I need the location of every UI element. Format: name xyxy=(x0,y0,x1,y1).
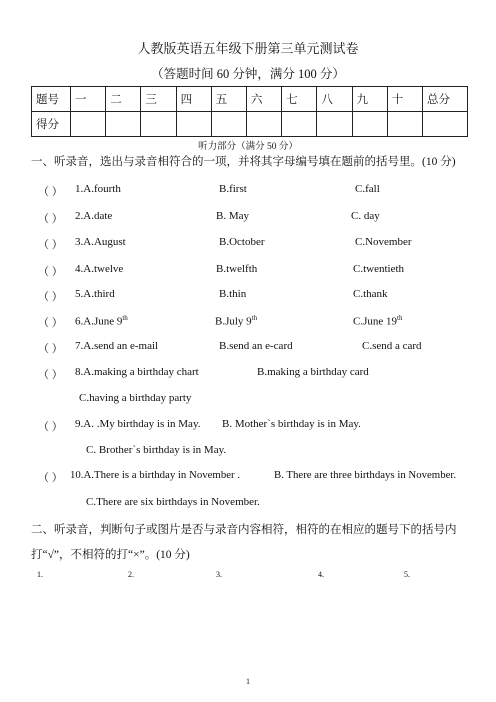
section-2-heading-line1: 二、听录音，判断句子或图片是否与录音内容相符，相符的在相应的题号下的括号内 xyxy=(31,524,457,536)
answer-paren[interactable]: （ ） xyxy=(38,186,63,198)
q6-b-text: B.July 9 xyxy=(215,315,252,328)
q6-a-sup: th xyxy=(122,314,128,322)
q6-b-sup: th xyxy=(251,314,258,322)
q3-option-b: B.October xyxy=(219,236,265,248)
score-blank[interactable] xyxy=(246,112,281,137)
score-cell: 总分 xyxy=(423,87,468,112)
q4-option-b: B.twelfth xyxy=(216,263,258,275)
score-blank[interactable] xyxy=(141,112,176,137)
score-cell: 四 xyxy=(176,87,211,112)
item-number: 3. xyxy=(216,570,222,579)
q4-option-c: C.twentieth xyxy=(353,263,405,275)
score-table xyxy=(31,86,468,137)
q1-option-b: B.first xyxy=(219,183,247,195)
score-cell: 十 xyxy=(387,87,422,112)
q5-option-a: 5.A.third xyxy=(75,288,115,300)
score-cell: 二 xyxy=(106,87,141,112)
q8-option-c: C.having a birthday party xyxy=(79,392,192,404)
score-blank[interactable] xyxy=(71,112,106,137)
q3-option-c: C.November xyxy=(355,236,412,248)
score-cell: 五 xyxy=(211,87,246,112)
answer-paren[interactable]: （ ） xyxy=(38,369,63,381)
answer-paren[interactable]: （ ） xyxy=(38,213,63,225)
q6-c-sup: th xyxy=(397,314,403,322)
listening-note: 听力部分（满分 50 分） xyxy=(198,142,298,152)
q2-option-a: 2.A.date xyxy=(75,210,113,222)
q6-option-a xyxy=(75,314,128,328)
q5-option-b: B.thin xyxy=(219,288,247,300)
score-cell: 六 xyxy=(246,87,281,112)
section-2-heading-line2: 打“√”，不相符的打“×”。(10 分) xyxy=(31,549,190,561)
score-blank[interactable] xyxy=(176,112,211,137)
score-blank[interactable] xyxy=(211,112,246,137)
answer-paren[interactable]: （ ） xyxy=(38,317,63,329)
q9-option-b: B. Mother`s birthday is in May. xyxy=(222,418,361,430)
q6-c-text: C.June 19 xyxy=(353,315,397,328)
q10-option-b: B. There are three birthdays in November. xyxy=(274,469,457,481)
q10-option-c: C.There are six birthdays in November. xyxy=(86,496,260,508)
q6-option-c xyxy=(353,314,402,328)
q4-option-a: 4.A.twelve xyxy=(75,263,124,275)
score-blank[interactable] xyxy=(423,112,468,137)
score-row xyxy=(32,112,468,137)
score-cell: 题号 xyxy=(32,87,71,112)
q8-option-b: B.making a birthday card xyxy=(257,366,369,378)
item-number: 1. xyxy=(37,570,43,579)
item-number: 5. xyxy=(404,570,410,579)
page-number: 1 xyxy=(246,677,250,686)
q7-option-c: C.send a card xyxy=(362,340,422,352)
q7-option-a: 7.A.send an e-mail xyxy=(75,340,159,352)
score-header-row xyxy=(32,87,468,112)
q10-option-a: 10.A.There is a birthday in November . xyxy=(70,469,241,481)
answer-paren[interactable]: （ ） xyxy=(38,472,63,484)
score-row-label: 得分 xyxy=(32,112,71,137)
q8-option-a: 8.A.making a birthday chart xyxy=(75,366,199,378)
score-cell: 九 xyxy=(352,87,387,112)
score-blank[interactable] xyxy=(282,112,317,137)
q9-option-c: C. Brother`s birthday is in May. xyxy=(86,444,227,456)
answer-paren[interactable]: （ ） xyxy=(38,421,63,433)
score-cell: 八 xyxy=(317,87,352,112)
item-number: 4. xyxy=(318,570,324,579)
q6-a-text: 6.A.June 9 xyxy=(75,315,123,328)
answer-paren[interactable]: （ ） xyxy=(38,266,63,278)
q2-option-c: C. day xyxy=(351,210,380,222)
q7-option-b: B.send an e-card xyxy=(219,340,293,352)
score-cell: 一 xyxy=(71,87,106,112)
q1-option-c: C.fall xyxy=(355,183,380,195)
answer-paren[interactable]: （ ） xyxy=(38,291,63,303)
exam-subtitle: （答题时间 60 分钟，满分 100 分） xyxy=(151,67,345,81)
score-blank[interactable] xyxy=(387,112,422,137)
item-number: 2. xyxy=(128,570,134,579)
section-1-heading: 一、听录音，选出与录音相符合的一项，并将其字母编号填在题前的括号里。(10 分) xyxy=(31,156,456,168)
answer-paren[interactable]: （ ） xyxy=(38,343,63,355)
score-blank[interactable] xyxy=(352,112,387,137)
q2-option-b: B. May xyxy=(216,210,249,222)
score-blank[interactable] xyxy=(106,112,141,137)
score-cell: 三 xyxy=(141,87,176,112)
q3-option-a: 3.A.August xyxy=(75,236,126,248)
exam-title: 人教版英语五年级下册第三单元测试卷 xyxy=(137,41,359,56)
answer-paren[interactable]: （ ） xyxy=(38,239,63,251)
score-blank[interactable] xyxy=(317,112,352,137)
q5-option-c: C.thank xyxy=(353,288,388,300)
q9-option-a: 9.A. .My birthday is in May. xyxy=(75,418,201,430)
q1-option-a: 1.A.fourth xyxy=(75,183,121,195)
q6-option-b xyxy=(215,314,257,328)
score-cell: 七 xyxy=(282,87,317,112)
